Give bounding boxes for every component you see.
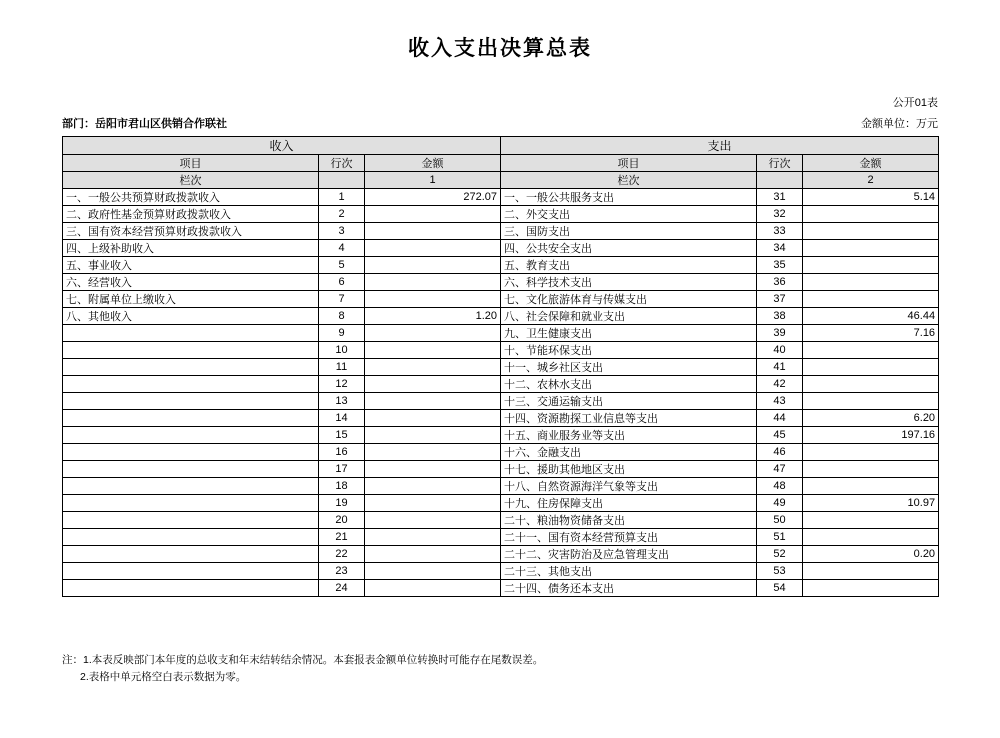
cell-income-item: 八、其他收入: [63, 308, 319, 325]
table-body: [63, 189, 939, 597]
cell-income-item: [63, 393, 319, 410]
column-index-blank-expense-line: [757, 172, 803, 189]
cell-expense-amount: [803, 274, 939, 291]
cell-expense-line: 50: [757, 512, 803, 529]
cell-income-line: 16: [319, 444, 365, 461]
cell-income-line: 8: [319, 308, 365, 325]
department-label: 部门：岳阳市君山区供销合作联社: [62, 118, 227, 130]
table-row: [63, 580, 939, 597]
table-row: [63, 393, 939, 410]
cell-income-line: 4: [319, 240, 365, 257]
cell-income-amount: [365, 461, 501, 478]
cell-income-amount: [365, 410, 501, 427]
table-row: [63, 410, 939, 427]
cell-income-amount: [365, 427, 501, 444]
cell-expense-amount: [803, 291, 939, 308]
cell-income-amount: 272.07: [365, 189, 501, 206]
cell-expense-item: 二、外交支出: [501, 206, 757, 223]
table-row: [63, 342, 939, 359]
cell-income-item: 三、国有资本经营预算财政拨款收入: [63, 223, 319, 240]
table-row: [63, 495, 939, 512]
cell-income-item: 七、附属单位上缴收入: [63, 291, 319, 308]
cell-expense-line: 36: [757, 274, 803, 291]
note-line-1: 注：1.本表反映部门本年度的总收支和年末结转结余情况。本套报表金额单位转换时可能存在尾数误差。: [62, 654, 544, 666]
cell-expense-amount: 197.16: [803, 427, 939, 444]
cell-income-item: [63, 376, 319, 393]
cell-income-item: [63, 546, 319, 563]
cell-expense-amount: [803, 563, 939, 580]
cell-income-line: 19: [319, 495, 365, 512]
cell-expense-item: 六、科学技术支出: [501, 274, 757, 291]
cell-expense-amount: [803, 393, 939, 410]
cell-income-amount: [365, 512, 501, 529]
cell-expense-item: 十二、农林水支出: [501, 376, 757, 393]
budget-table: [62, 136, 939, 597]
cell-expense-amount: [803, 359, 939, 376]
cell-expense-line: 34: [757, 240, 803, 257]
cell-income-line: 13: [319, 393, 365, 410]
cell-expense-item: 二十三、其他支出: [501, 563, 757, 580]
cell-expense-line: 52: [757, 546, 803, 563]
cell-expense-item: 二十二、灾害防治及应急管理支出: [501, 546, 757, 563]
cell-expense-amount: 46.44: [803, 308, 939, 325]
table-row: [63, 291, 939, 308]
cell-expense-item: 二十一、国有资本经营预算支出: [501, 529, 757, 546]
table-group-header-row: [63, 137, 939, 155]
table-row: [63, 189, 939, 206]
cell-expense-line: 38: [757, 308, 803, 325]
cell-income-amount: [365, 478, 501, 495]
cell-expense-amount: 7.16: [803, 325, 939, 342]
cell-income-item: [63, 325, 319, 342]
table-row: [63, 257, 939, 274]
col-header-expense-amount: 金额: [803, 155, 939, 172]
cell-expense-amount: [803, 342, 939, 359]
cell-income-line: 17: [319, 461, 365, 478]
cell-expense-item: 十八、自然资源海洋气象等支出: [501, 478, 757, 495]
table-row: [63, 325, 939, 342]
cell-income-line: 21: [319, 529, 365, 546]
cell-expense-item: 十九、住房保障支出: [501, 495, 757, 512]
cell-expense-item: 十一、城乡社区支出: [501, 359, 757, 376]
column-index-blank-income-line: [319, 172, 365, 189]
cell-expense-line: 46: [757, 444, 803, 461]
cell-income-item: [63, 359, 319, 376]
cell-expense-line: 40: [757, 342, 803, 359]
cell-expense-item: 二十、粮油物资储备支出: [501, 512, 757, 529]
col-header-expense-item: 项目: [501, 155, 757, 172]
cell-expense-amount: [803, 257, 939, 274]
cell-expense-amount: 10.97: [803, 495, 939, 512]
table-row: [63, 223, 939, 240]
cell-income-amount: [365, 444, 501, 461]
cell-expense-item: 九、卫生健康支出: [501, 325, 757, 342]
table-row: [63, 563, 939, 580]
cell-income-line: 6: [319, 274, 365, 291]
cell-expense-line: 54: [757, 580, 803, 597]
cell-expense-amount: [803, 478, 939, 495]
cell-expense-amount: 0.20: [803, 546, 939, 563]
meta-row: [62, 115, 938, 131]
cell-income-amount: [365, 291, 501, 308]
cell-income-item: [63, 427, 319, 444]
cell-expense-amount: [803, 529, 939, 546]
cell-income-amount: [365, 546, 501, 563]
column-index-label-income: 栏次: [63, 172, 319, 189]
cell-expense-amount: [803, 240, 939, 257]
cell-income-amount: [365, 325, 501, 342]
cell-expense-amount: 6.20: [803, 410, 939, 427]
col-header-income-amount: 金额: [365, 155, 501, 172]
table-notes: [62, 652, 543, 686]
cell-income-amount: [365, 274, 501, 291]
note-line-2: 2.表格中单元格空白表示数据为零。: [80, 671, 247, 683]
table-row: [63, 274, 939, 291]
col-header-income-item: 项目: [63, 155, 319, 172]
group-header-income: 收入: [63, 137, 501, 155]
table-column-header-row: [63, 155, 939, 172]
cell-income-item: 一、一般公共预算财政拨款收入: [63, 189, 319, 206]
cell-income-amount: [365, 342, 501, 359]
cell-income-item: [63, 529, 319, 546]
table-row: [63, 512, 939, 529]
cell-income-line: 2: [319, 206, 365, 223]
cell-income-item: [63, 478, 319, 495]
table-row: [63, 478, 939, 495]
table-row: [63, 444, 939, 461]
cell-expense-line: 51: [757, 529, 803, 546]
table-row: [63, 308, 939, 325]
cell-expense-line: 33: [757, 223, 803, 240]
cell-expense-line: 31: [757, 189, 803, 206]
table-row: [63, 546, 939, 563]
cell-expense-line: 53: [757, 563, 803, 580]
cell-expense-line: 42: [757, 376, 803, 393]
cell-income-item: 六、经营收入: [63, 274, 319, 291]
unit-label: 金额单位：万元: [861, 118, 938, 130]
cell-expense-line: 45: [757, 427, 803, 444]
column-index-label-expense: 栏次: [501, 172, 757, 189]
table-row: [63, 359, 939, 376]
cell-income-amount: [365, 580, 501, 597]
table-column-index-row: [63, 172, 939, 189]
cell-expense-line: 48: [757, 478, 803, 495]
cell-income-line: 1: [319, 189, 365, 206]
cell-income-item: [63, 563, 319, 580]
cell-expense-item: 一、一般公共服务支出: [501, 189, 757, 206]
cell-income-item: [63, 410, 319, 427]
table-row: [63, 206, 939, 223]
cell-income-line: 23: [319, 563, 365, 580]
cell-income-item: 四、上级补助收入: [63, 240, 319, 257]
column-index-income-amount: 1: [365, 172, 501, 189]
cell-income-amount: 1.20: [365, 308, 501, 325]
table-row: [63, 427, 939, 444]
cell-expense-item: 二十四、债务还本支出: [501, 580, 757, 597]
cell-income-item: 五、事业收入: [63, 257, 319, 274]
cell-expense-line: 47: [757, 461, 803, 478]
cell-income-amount: [365, 257, 501, 274]
cell-expense-item: 十五、商业服务业等支出: [501, 427, 757, 444]
cell-expense-line: 43: [757, 393, 803, 410]
cell-expense-item: 八、社会保障和就业支出: [501, 308, 757, 325]
cell-income-amount: [365, 563, 501, 580]
cell-income-amount: [365, 393, 501, 410]
cell-income-line: 14: [319, 410, 365, 427]
cell-income-amount: [365, 223, 501, 240]
cell-expense-amount: [803, 444, 939, 461]
cell-income-line: 10: [319, 342, 365, 359]
cell-expense-line: 39: [757, 325, 803, 342]
cell-income-item: [63, 580, 319, 597]
sheet-code: 公开01表: [892, 97, 938, 109]
cell-expense-item: 三、国防支出: [501, 223, 757, 240]
cell-expense-amount: [803, 580, 939, 597]
cell-income-line: 18: [319, 478, 365, 495]
table-row: [63, 461, 939, 478]
col-header-expense-line: 行次: [757, 155, 803, 172]
cell-income-item: [63, 461, 319, 478]
document-page: [0, 32, 1000, 738]
cell-income-amount: [365, 495, 501, 512]
cell-income-line: 20: [319, 512, 365, 529]
table-row: [63, 376, 939, 393]
cell-expense-line: 49: [757, 495, 803, 512]
cell-income-item: [63, 495, 319, 512]
cell-expense-amount: [803, 512, 939, 529]
cell-income-item: [63, 444, 319, 461]
cell-expense-line: 41: [757, 359, 803, 376]
cell-income-item: 二、政府性基金预算财政拨款收入: [63, 206, 319, 223]
cell-expense-item: 四、公共安全支出: [501, 240, 757, 257]
col-header-income-line: 行次: [319, 155, 365, 172]
cell-expense-item: 十、节能环保支出: [501, 342, 757, 359]
cell-expense-amount: [803, 223, 939, 240]
cell-expense-line: 44: [757, 410, 803, 427]
cell-expense-amount: [803, 206, 939, 223]
cell-income-amount: [365, 529, 501, 546]
cell-income-amount: [365, 359, 501, 376]
cell-expense-amount: [803, 376, 939, 393]
cell-expense-item: 十四、资源勘探工业信息等支出: [501, 410, 757, 427]
cell-expense-item: 十七、援助其他地区支出: [501, 461, 757, 478]
cell-income-amount: [365, 206, 501, 223]
group-header-expense: 支出: [501, 137, 939, 155]
cell-income-item: [63, 342, 319, 359]
cell-income-line: 7: [319, 291, 365, 308]
cell-income-amount: [365, 376, 501, 393]
cell-expense-line: 37: [757, 291, 803, 308]
cell-income-line: 9: [319, 325, 365, 342]
cell-income-line: 12: [319, 376, 365, 393]
cell-expense-item: 十三、交通运输支出: [501, 393, 757, 410]
cell-income-line: 24: [319, 580, 365, 597]
column-index-expense-amount: 2: [803, 172, 939, 189]
cell-income-line: 15: [319, 427, 365, 444]
cell-income-line: 22: [319, 546, 365, 563]
cell-expense-item: 十六、金融支出: [501, 444, 757, 461]
table-row: [63, 529, 939, 546]
page-title: 收入支出决算总表: [408, 37, 592, 60]
cell-expense-item: 五、教育支出: [501, 257, 757, 274]
cell-expense-amount: [803, 461, 939, 478]
cell-expense-amount: 5.14: [803, 189, 939, 206]
table-row: [63, 240, 939, 257]
cell-income-line: 11: [319, 359, 365, 376]
cell-income-amount: [365, 240, 501, 257]
cell-income-item: [63, 512, 319, 529]
cell-expense-item: 七、文化旅游体育与传媒支出: [501, 291, 757, 308]
cell-income-line: 5: [319, 257, 365, 274]
cell-expense-line: 32: [757, 206, 803, 223]
cell-expense-line: 35: [757, 257, 803, 274]
cell-income-line: 3: [319, 223, 365, 240]
